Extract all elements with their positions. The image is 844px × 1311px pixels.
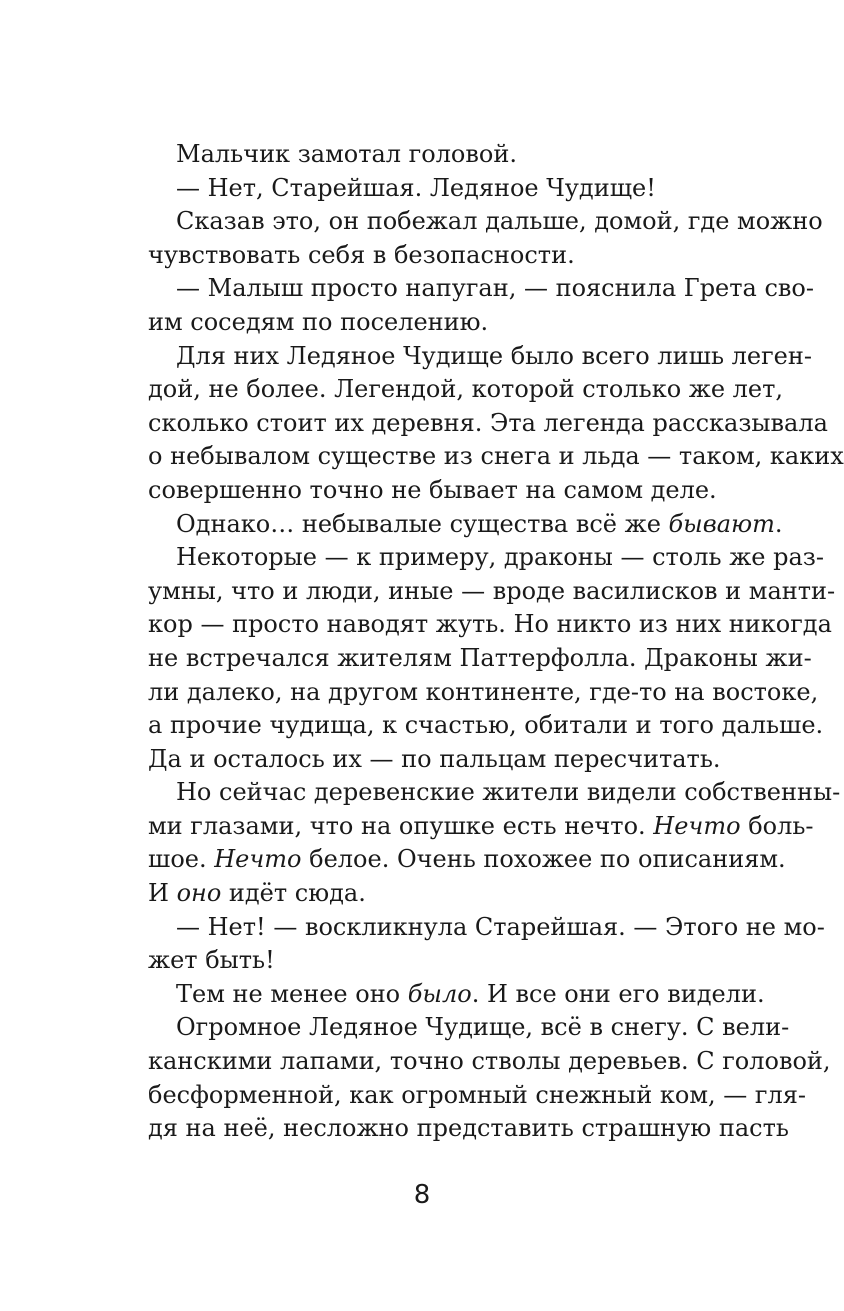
text-segment: боль- xyxy=(740,811,814,840)
italic-text: оно xyxy=(176,879,222,908)
italic-text: было xyxy=(407,979,472,1008)
italic-text: Нечто xyxy=(214,845,302,874)
text-line: совершенно точно не бывает на самом деле. xyxy=(148,475,717,504)
text-segment: шое. xyxy=(148,845,215,874)
italic-text: Нечто xyxy=(653,811,741,840)
page-number: 8 xyxy=(413,1180,431,1210)
text-segment: . xyxy=(774,509,783,538)
text-line: им соседям по поселению. xyxy=(148,307,489,336)
text-line: Огромное Ледяное Чудище, всё в снегу. С вели- xyxy=(176,1013,790,1042)
text-segment: Однако… небывалые существа всё же xyxy=(176,509,669,538)
text-line: жет быть! xyxy=(148,946,275,975)
text-line xyxy=(148,810,814,844)
text-segment: белое. Очень похожее по описаниям. xyxy=(301,845,786,874)
text-line: Мальчик замотал головой. xyxy=(176,140,517,168)
text-line: сколько стоит их деревня. Эта легенда рассказывала xyxy=(148,408,828,437)
text-line: не встречался жителям Паттерфолла. Драконы жи- xyxy=(148,643,812,672)
text-line: кор — просто наводят жуть. Но никто из них никогда xyxy=(148,610,832,639)
text-segment: ми глазами, что на опушке есть нечто. xyxy=(148,811,654,840)
text-line: — Нет! — воскликнула Старейшая. — Этого не мо- xyxy=(176,912,825,941)
text-segment: Тем не менее оно xyxy=(176,979,408,1008)
text-line xyxy=(148,877,740,911)
text-line xyxy=(148,978,765,1012)
text-line: канскими лапами, точно стволы деревьев. С головой, xyxy=(148,1047,831,1076)
text-line: чувствовать себя в безопасности. xyxy=(148,240,575,269)
text-line: Сказав это, он побежал дальше, домой, где можно xyxy=(176,207,823,236)
body-text xyxy=(148,138,844,1146)
text-line: — Малыш просто напуган, — пояснила Грета сво- xyxy=(176,274,814,303)
text-line: Некоторые — к примеру, драконы — столь же раз- xyxy=(176,543,824,572)
text-line: дой, не более. Легендой, которой столько же лет, xyxy=(148,375,784,404)
text-segment: . И все они его видели. xyxy=(471,979,765,1008)
text-segment: И xyxy=(148,879,177,908)
text-line: Для них Ледяное Чудище было всего лишь леген- xyxy=(176,341,812,370)
text-line: — Нет, Старейшая. Ледяное Чудище! xyxy=(176,173,656,202)
text-segment: идёт сюда. xyxy=(221,879,366,908)
text-line xyxy=(148,843,786,877)
text-line: Да и осталось их — по пальцам пересчитать. xyxy=(148,744,721,773)
text-line: Но сейчас деревенские жители видели собственны- xyxy=(176,778,841,807)
text-line: о небывалом существе из снега и льда — таком, каких xyxy=(148,442,844,471)
text-line: а прочие чудища, к счастью, обитали и того дальше. xyxy=(148,711,824,740)
text-line: дя на неё, несложно представить страшную пасть xyxy=(148,1114,789,1143)
text-line: ли далеко, на другом континенте, где-то на востоке, xyxy=(148,677,819,706)
text-line: бесформенной, как огромный снежный ком, — гля- xyxy=(148,1080,806,1109)
italic-text: бывают xyxy=(668,509,775,538)
text-line: умны, что и люди, иные — вроде василисков и манти- xyxy=(148,576,836,605)
text-line xyxy=(148,508,783,542)
